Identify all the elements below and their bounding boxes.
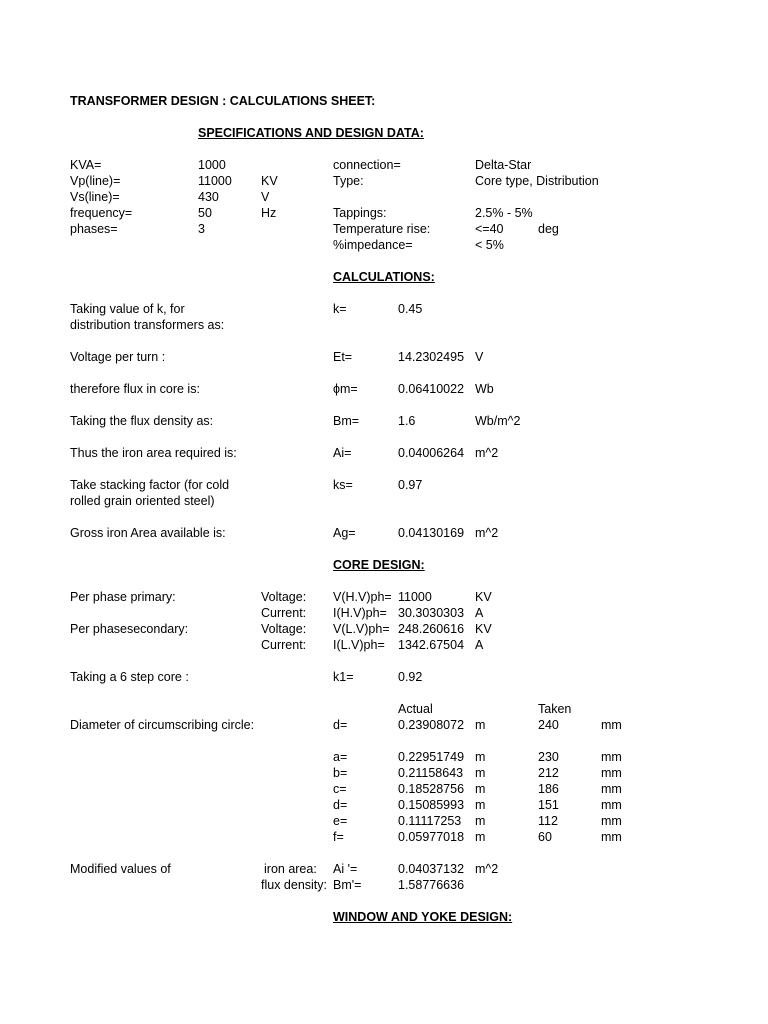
spec-value: 50 — [198, 206, 212, 220]
spec-unit: Hz — [261, 206, 277, 220]
step-taken: 112 — [538, 814, 558, 828]
modified-kind: flux density: — [261, 878, 328, 892]
diameter-unit: m — [475, 718, 486, 732]
calc-desc: rolled grain oriented steel) — [70, 494, 215, 508]
spec-label: Vp(line)= — [70, 174, 121, 188]
step-actual: 0.11117253 — [398, 814, 462, 828]
spec-label: Tappings: — [333, 206, 387, 220]
spec-label: connection= — [333, 158, 401, 172]
step-unit: m — [475, 750, 486, 764]
spec-unit: KV — [261, 174, 278, 188]
window-heading: WINDOW AND YOKE DESIGN: — [333, 910, 513, 924]
spec-label: frequency= — [70, 206, 133, 220]
spec-heading: SPECIFICATIONS AND DESIGN DATA: — [198, 126, 424, 140]
phase-unit: A — [475, 638, 484, 652]
calc-desc: distribution transformers as: — [70, 318, 225, 332]
calc-value: 0.06410022 — [398, 382, 465, 396]
spec-label: %impedance= — [333, 238, 413, 252]
step-unit: m — [475, 766, 486, 780]
step-actual: 0.18528756 — [398, 782, 465, 796]
phase-symbol: V(L.V)ph= — [333, 622, 390, 636]
spec-value: < 5% — [475, 238, 504, 252]
step-symbol: b= — [333, 766, 348, 780]
calc-desc: Taking value of k, for — [70, 302, 185, 316]
step-symbol: d= — [333, 798, 348, 812]
spec-value: 1000 — [198, 158, 226, 172]
modified-kind: iron area: — [264, 862, 317, 876]
calc-desc: Taking the flux density as: — [70, 414, 214, 428]
calc-value: 1.6 — [398, 414, 416, 428]
calc-desc: Gross iron Area available is: — [70, 526, 226, 540]
calc-value: 0.04006264 — [398, 446, 465, 460]
step-symbol: f= — [333, 830, 344, 844]
step-actual: 0.22951749 — [398, 750, 465, 764]
phase-label: Per phase primary: — [70, 590, 176, 604]
diameter-desc: Diameter of circumscribing circle: — [70, 718, 255, 732]
step-unit: m — [475, 782, 486, 796]
spec-value: Delta-Star — [475, 158, 532, 172]
calc-value: 0.04130169 — [398, 526, 465, 540]
spec-label: KVA= — [70, 158, 102, 172]
col-taken-header: Taken — [538, 702, 572, 716]
calc-value: 14.2302495 — [398, 350, 465, 364]
calc-unit: m^2 — [475, 526, 499, 540]
diameter-taken-unit: mm — [601, 718, 622, 732]
calc-desc: Thus the iron area required is: — [70, 446, 237, 460]
spec-value: 2.5% - 5% — [475, 206, 533, 220]
calc-symbol: k= — [333, 302, 347, 316]
calc-symbol: ϕm= — [333, 382, 358, 396]
calc-desc: Take stacking factor (for cold — [70, 478, 230, 492]
step-actual: 0.15085993 — [398, 798, 465, 812]
phase-kind: Voltage: — [261, 622, 307, 636]
spec-label: Vs(line)= — [70, 190, 120, 204]
step-taken: 186 — [538, 782, 559, 796]
spec-label: Temperature rise: — [333, 222, 431, 236]
step-taken-unit: mm — [601, 814, 622, 828]
modified-value: 0.04037132 — [398, 862, 465, 876]
modified-unit: m^2 — [475, 862, 499, 876]
calc-symbol: ks= — [333, 478, 353, 492]
diameter-taken: 240 — [538, 718, 559, 732]
step-core-symbol: k1= — [333, 670, 354, 684]
calc-symbol: Ag= — [333, 526, 356, 540]
step-unit: m — [475, 814, 486, 828]
calc-symbol: Et= — [333, 350, 353, 364]
calc-heading: CALCULATIONS: — [333, 270, 435, 284]
spec-value: 430 — [198, 190, 219, 204]
spec-value: Core type, Distribution — [475, 174, 599, 188]
calc-value: 0.97 — [398, 478, 423, 492]
step-taken-unit: mm — [601, 830, 622, 844]
spec-value: 3 — [198, 222, 205, 236]
step-symbol: c= — [333, 782, 347, 796]
modified-desc: Modified values of — [70, 862, 171, 876]
step-taken-unit: mm — [601, 766, 622, 780]
phase-kind: Voltage: — [261, 590, 307, 604]
step-symbol: a= — [333, 750, 348, 764]
phase-symbol: V(H.V)ph= — [333, 590, 392, 604]
spec-unit: deg — [538, 222, 559, 236]
calc-unit: V — [475, 350, 484, 364]
spec-value: 11000 — [198, 174, 232, 188]
phase-symbol: I(L.V)ph= — [333, 638, 385, 652]
step-taken: 212 — [538, 766, 559, 780]
modified-symbol: Bm'= — [333, 878, 362, 892]
step-unit: m — [475, 830, 486, 844]
spec-unit: V — [261, 190, 270, 204]
calc-value: 0.45 — [398, 302, 423, 316]
phase-unit: KV — [475, 590, 492, 604]
step-actual: 0.21158643 — [398, 766, 464, 780]
spec-label: phases= — [70, 222, 118, 236]
calc-desc: therefore flux in core is: — [70, 382, 200, 396]
col-actual-header: Actual — [398, 702, 433, 716]
modified-symbol: Ai '= — [333, 862, 358, 876]
step-taken-unit: mm — [601, 798, 622, 812]
diameter-actual: 0.23908072 — [398, 718, 465, 732]
step-taken: 230 — [538, 750, 559, 764]
phase-kind: Current: — [261, 606, 307, 620]
diameter-symbol: d= — [333, 718, 348, 732]
calc-unit: Wb/m^2 — [475, 414, 521, 428]
phase-unit: KV — [475, 622, 492, 636]
spec-value: <=40 — [475, 222, 504, 236]
calc-desc: Voltage per turn : — [70, 350, 166, 364]
step-core-desc: Taking a 6 step core : — [70, 670, 189, 684]
phase-unit: A — [475, 606, 484, 620]
calc-unit: m^2 — [475, 446, 499, 460]
core-heading: CORE DESIGN: — [333, 558, 425, 572]
phase-symbol: I(H.V)ph= — [333, 606, 387, 620]
step-taken-unit: mm — [601, 750, 622, 764]
step-symbol: e= — [333, 814, 348, 828]
modified-value: 1.58776636 — [398, 878, 465, 892]
spec-label: Type: — [333, 174, 364, 188]
calc-unit: Wb — [475, 382, 494, 396]
calc-symbol: Bm= — [333, 414, 360, 428]
step-taken: 60 — [538, 830, 552, 844]
phase-value: 30.3030303 — [398, 606, 465, 620]
step-core-value: 0.92 — [398, 670, 423, 684]
step-taken-unit: mm — [601, 782, 622, 796]
phase-label: Per phasesecondary: — [70, 622, 189, 636]
phase-value: 1342.67504 — [398, 638, 465, 652]
calc-symbol: Ai= — [333, 446, 352, 460]
step-unit: m — [475, 798, 486, 812]
step-taken: 151 — [538, 798, 559, 812]
step-actual: 0.05977018 — [398, 830, 465, 844]
phase-value: 11000 — [398, 590, 432, 604]
phase-value: 248.260616 — [398, 622, 465, 636]
phase-kind: Current: — [261, 638, 307, 652]
page-title: TRANSFORMER DESIGN : CALCULATIONS SHEET: — [70, 94, 376, 108]
